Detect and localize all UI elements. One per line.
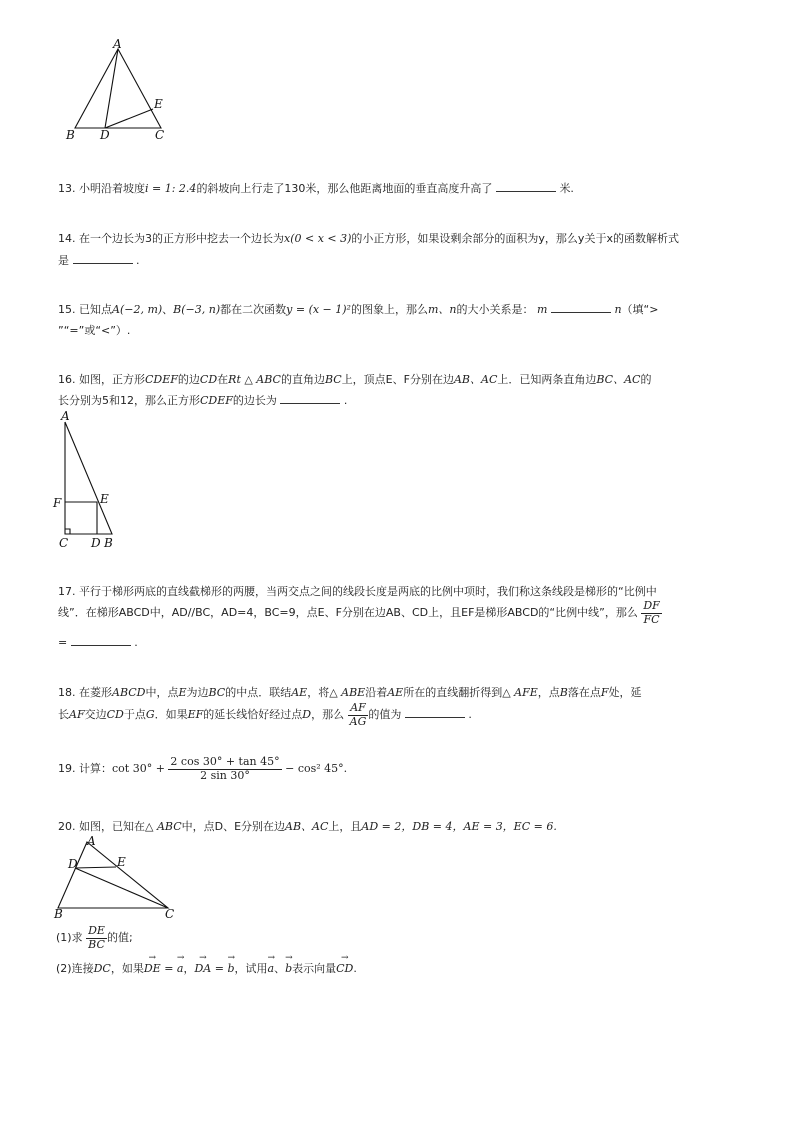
text-span: （填“> bbox=[621, 303, 659, 316]
text-span: ABCD bbox=[112, 686, 146, 699]
text-span: ，那么 bbox=[311, 708, 345, 722]
text-span: A(−2, m) bbox=[112, 303, 163, 316]
text-span: cot 30° + bbox=[112, 762, 165, 776]
text-span: AD = 2，DB = 4，AE = 3，EC = 6. bbox=[361, 820, 557, 833]
text-span: EF bbox=[187, 708, 204, 722]
text-span: ，点 bbox=[537, 686, 560, 699]
text-span: DF bbox=[643, 599, 660, 612]
text-span: 的值为 bbox=[368, 708, 402, 722]
text-span: 、 bbox=[274, 962, 286, 975]
text-span: y = (x − 1)² bbox=[286, 303, 351, 316]
text-span: 平行于梯形两底的直线截梯形的两腰，当两交点之间的线段长度是两底的比例中项时，我们称这条线段是梯形的“比例中 bbox=[79, 585, 657, 598]
text-span: 在一个边长为3的正方形中挖去一个边长为 bbox=[79, 232, 284, 245]
text-span: ，将 bbox=[307, 686, 330, 699]
text-span: 落在点 bbox=[567, 686, 601, 699]
text-span: 的边长为 bbox=[232, 394, 277, 407]
text-span: Rt △ ABC bbox=[228, 373, 281, 386]
label-E: E bbox=[154, 97, 163, 111]
label-F: F bbox=[53, 496, 62, 510]
question-number: 13. bbox=[58, 182, 76, 195]
text-span: 在 bbox=[217, 373, 229, 386]
text-span: 的边 bbox=[177, 373, 200, 386]
text-span: → DE bbox=[144, 962, 161, 975]
text-span: m、n bbox=[427, 303, 457, 316]
text-span: AE bbox=[291, 686, 308, 699]
question-17-line3 bbox=[58, 636, 138, 649]
text-span: 中，点D、E分别在边 bbox=[181, 820, 286, 833]
text-span: CDEF bbox=[145, 373, 178, 386]
question-number: 19. bbox=[58, 762, 76, 776]
text-span: 如图，正方形 bbox=[79, 373, 145, 386]
question-18-line2 bbox=[58, 702, 472, 728]
question-number: 17. bbox=[58, 585, 76, 598]
text-span: 上，顶点E、F分别在边 bbox=[341, 373, 454, 386]
text-span: 2 sin 30° bbox=[200, 768, 250, 782]
text-span: . bbox=[353, 962, 357, 975]
label-D: D bbox=[91, 536, 101, 550]
label-B: B bbox=[104, 536, 113, 550]
text-span: 长 bbox=[58, 708, 69, 722]
text-span: − cos² 45°. bbox=[285, 762, 348, 776]
text-span: 中，点 bbox=[145, 686, 179, 699]
text-span: 表示向量 bbox=[292, 962, 337, 975]
text-span: → a bbox=[268, 962, 275, 975]
text-span: E bbox=[178, 686, 187, 699]
text-span: 的大小关系是： bbox=[456, 303, 534, 316]
text-span: 如图，已知在 bbox=[79, 820, 145, 833]
text-span: △ ABE bbox=[329, 686, 366, 699]
text-span: ，如果 bbox=[110, 962, 144, 975]
text-span: 、 bbox=[162, 303, 174, 316]
text-span: = bbox=[160, 962, 177, 975]
label-A: A bbox=[61, 409, 70, 423]
label-B: B bbox=[54, 907, 63, 921]
answer-blank[interactable] bbox=[280, 394, 340, 404]
question-20-part1 bbox=[56, 925, 133, 951]
text-span: 小明沿着坡度 bbox=[79, 182, 145, 195]
right-triangle-figure-q16 bbox=[50, 408, 125, 553]
text-span: BC bbox=[88, 937, 105, 951]
text-span: 的小正方形，如果设剩余部分的面积为y，那么y关于x的函数解析式 bbox=[351, 232, 679, 245]
answer-blank[interactable] bbox=[496, 182, 556, 192]
text-span: 为边 bbox=[186, 686, 209, 699]
text-span: 的延长线恰好经过点 bbox=[203, 708, 303, 722]
text-span: AE bbox=[387, 686, 404, 699]
text-span: n bbox=[614, 303, 622, 316]
label-C: C bbox=[165, 907, 175, 921]
text-span: G bbox=[145, 708, 155, 722]
text-span: 沿着 bbox=[365, 686, 388, 699]
question-17-line2 bbox=[58, 600, 662, 626]
text-span: ， bbox=[183, 962, 195, 975]
question-15-line2 bbox=[58, 322, 130, 338]
text-span: . bbox=[136, 254, 140, 267]
text-span: △ AFE bbox=[502, 686, 538, 699]
text-span: AB、AC bbox=[285, 820, 329, 833]
text-span: 上．已知两条直角边 bbox=[497, 373, 597, 386]
text-span: 的值; bbox=[106, 931, 133, 945]
question-20-part2 bbox=[56, 960, 357, 976]
text-span: . bbox=[134, 636, 138, 649]
question-16 bbox=[58, 371, 651, 387]
text-span: 线”．在梯形ABCD中，AD//BC，AD=4，BC=9，点E、F分别在边AB、CD上，且EF是梯形ABCD的“比例中线”，那么 bbox=[58, 606, 638, 620]
label-C: C bbox=[155, 128, 165, 142]
question-17 bbox=[58, 583, 657, 599]
text-span: → CD bbox=[336, 962, 353, 975]
text-span: 的中点．联结 bbox=[225, 686, 292, 699]
text-span: 都在二次函数 bbox=[220, 303, 287, 316]
label-E: E bbox=[117, 855, 126, 869]
text-span: DE bbox=[88, 924, 105, 937]
text-span: (2)连接 bbox=[56, 962, 94, 975]
text-span: → DA bbox=[194, 962, 211, 975]
fraction-trig bbox=[168, 756, 281, 782]
fraction-df-fc bbox=[641, 600, 661, 626]
text-span: (1)求 bbox=[56, 931, 83, 945]
question-number: 16. bbox=[58, 373, 76, 386]
text-span: . bbox=[468, 708, 472, 722]
question-14-line2 bbox=[58, 252, 140, 268]
fraction-de-bc bbox=[86, 925, 107, 951]
label-E: E bbox=[100, 492, 109, 506]
text-span: 的斜坡向上行走了130米，那么他距离地面的垂直高度升高了 bbox=[196, 182, 493, 195]
triangle-figure-q20 bbox=[50, 834, 185, 922]
question-number: 20. bbox=[58, 820, 76, 833]
text-span: 计算： bbox=[79, 762, 112, 776]
text-span: 的图象上，那么 bbox=[350, 303, 428, 316]
text-span: → b bbox=[227, 962, 234, 975]
answer-blank[interactable] bbox=[551, 303, 611, 313]
text-span: F bbox=[600, 686, 609, 699]
text-span: 2 cos 30° + tan 45° bbox=[170, 755, 280, 768]
text-span: x(0 < x < 3) bbox=[284, 232, 352, 245]
text-span: BC、AC bbox=[596, 373, 641, 386]
text-span: 在菱形 bbox=[79, 686, 112, 699]
text-span: △ ABC bbox=[145, 820, 182, 833]
text-span: 上，且 bbox=[328, 820, 362, 833]
text-span: DC bbox=[93, 962, 111, 975]
question-number: 15. bbox=[58, 303, 76, 316]
text-span: CD bbox=[106, 708, 124, 722]
text-span: BC bbox=[324, 373, 342, 386]
text-span: 的直角边 bbox=[280, 373, 325, 386]
text-span: 交边 bbox=[84, 708, 107, 722]
question-15 bbox=[58, 301, 658, 317]
text-span: 已知点 bbox=[79, 303, 112, 316]
text-span: 长分别为5和12，那么正方形 bbox=[58, 394, 200, 407]
triangle-figure-q12 bbox=[58, 36, 178, 146]
question-number: 18. bbox=[58, 686, 76, 699]
text-span: ”“=”或“<”）. bbox=[58, 324, 131, 337]
text-span: AB、AC bbox=[453, 373, 498, 386]
question-13 bbox=[58, 180, 574, 196]
text-span: 于点 bbox=[123, 708, 146, 722]
text-span: D bbox=[302, 708, 312, 722]
question-19 bbox=[58, 756, 347, 782]
text-span: → a bbox=[177, 962, 184, 975]
text-span: BC bbox=[208, 686, 226, 699]
text-span: 米. bbox=[559, 182, 574, 195]
label-A: A bbox=[87, 834, 96, 848]
text-span: 所在的直线翻折得到 bbox=[403, 686, 503, 699]
answer-blank[interactable] bbox=[405, 708, 465, 718]
question-16-line2 bbox=[58, 392, 347, 408]
text-span: = bbox=[58, 636, 68, 649]
text-span: AF bbox=[69, 708, 85, 722]
text-span: 是 bbox=[58, 254, 69, 267]
text-span: i = 1: 2.4 bbox=[145, 182, 197, 195]
text-span: ．如果 bbox=[154, 708, 188, 722]
question-14 bbox=[58, 230, 679, 246]
fraction-af-ag bbox=[348, 702, 369, 728]
answer-blank[interactable] bbox=[71, 636, 131, 646]
text-span: AG bbox=[349, 714, 367, 728]
text-span: B bbox=[559, 686, 568, 699]
label-C: C bbox=[59, 536, 69, 550]
text-span: B(−3, n) bbox=[173, 303, 221, 316]
text-span: CDEF bbox=[200, 394, 233, 407]
answer-blank[interactable] bbox=[73, 254, 133, 264]
text-span: 处，延 bbox=[608, 686, 642, 699]
text-span: → b bbox=[285, 962, 292, 975]
text-span: 的 bbox=[640, 373, 652, 386]
text-span: m bbox=[537, 303, 548, 316]
label-B: B bbox=[66, 128, 75, 142]
text-span: FC bbox=[643, 612, 660, 626]
question-number: 14. bbox=[58, 232, 76, 245]
text-span: AF bbox=[348, 702, 369, 716]
question-20 bbox=[58, 818, 557, 834]
question-18 bbox=[58, 684, 642, 700]
text-span: . bbox=[343, 394, 348, 407]
text-span: ，试用 bbox=[234, 962, 268, 975]
label-D: D bbox=[100, 128, 110, 142]
text-span: = bbox=[211, 962, 228, 975]
label-D: D bbox=[68, 857, 78, 871]
label-A: A bbox=[113, 37, 122, 51]
text-span: CD bbox=[199, 373, 218, 386]
